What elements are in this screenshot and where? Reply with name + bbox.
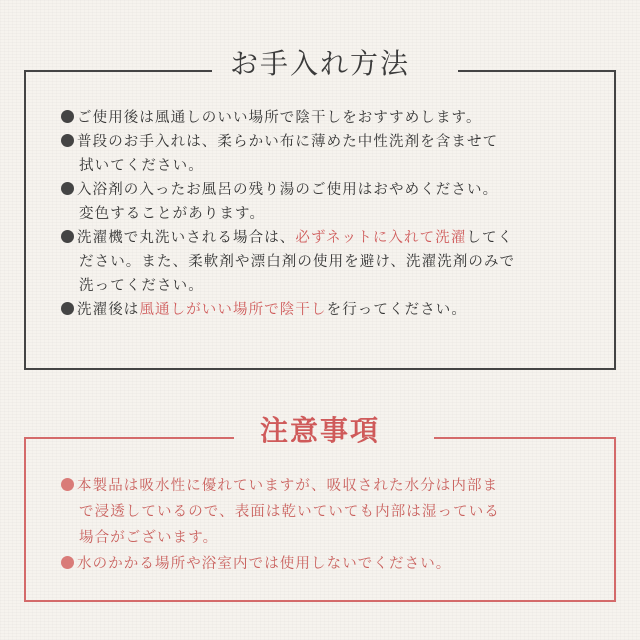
caution-item-2: 水のかかる場所や浴室内では使用しないでください。 [61,551,604,577]
caution-list [61,473,604,577]
care-instructions-panel [24,47,616,370]
caution-title: 注意事項 [259,414,380,447]
care-item-4: 洗濯機で丸洗いされる場合は、必ずネットに入れて洗濯してく ださい。また、柔軟剤や漂白剤の使用を避け、洗濯洗剤のみで 洗ってください。 [61,226,604,298]
bullet-icon [61,182,74,195]
care-list [61,106,604,322]
bullet-icon [61,110,74,123]
bullet-icon [61,134,74,147]
care-item-3: 入浴剤の入ったお風呂の残り湯のご使用はおやめください。 変色することがあります。 [61,178,604,226]
care-item-2: 普段のお手入れは、柔らかい布に薄めた中性洗剤を含ませて 拭いてください。 [61,130,604,178]
bullet-icon [61,302,74,315]
caution-panel [24,414,616,602]
caution-item-1: 本製品は吸水性に優れていますが、吸収された水分は内部ま で浸透しているので、表面は乾いていても内部は湿っている 場合がございます。 [61,473,604,551]
shade-dry-note: 風通しがいい場所で陰干し [139,302,327,318]
bullet-icon [61,556,74,569]
washing-net-note: 必ずネットに入れて洗濯 [295,230,467,246]
care-title: お手入れ方法 [229,47,410,80]
care-item-1: ご使用後は風通しのいい場所で陰干しをおすすめします。 [61,106,604,130]
bullet-icon [61,478,74,491]
care-item-5: 洗濯後は風通しがいい場所で陰干しを行ってください。 [61,298,604,322]
bullet-icon [61,230,74,243]
